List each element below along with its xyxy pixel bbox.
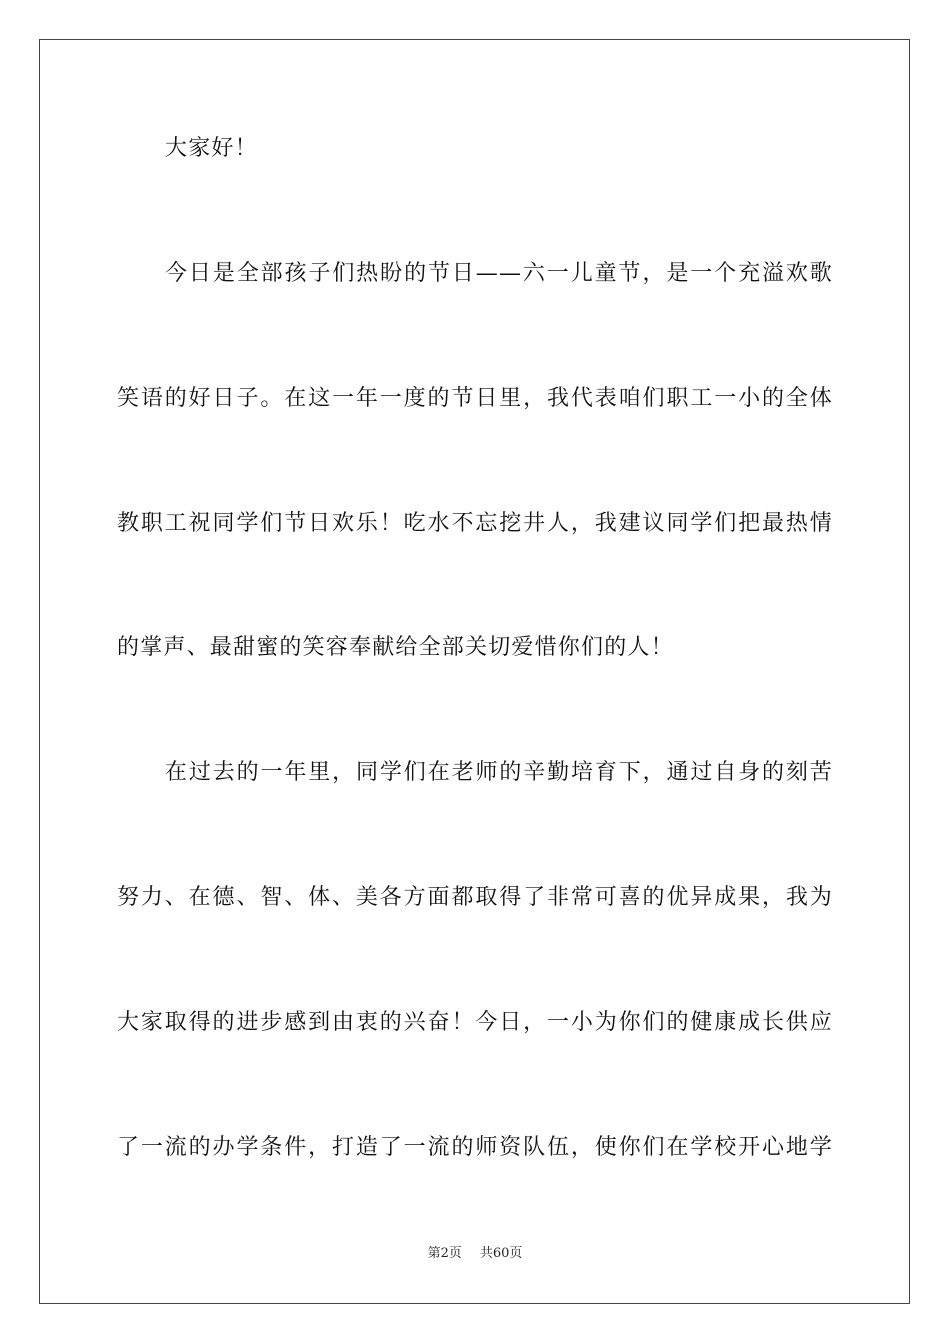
page-border <box>39 39 910 1304</box>
greeting-line: 大家好！ <box>165 136 258 161</box>
page-footer <box>0 1245 950 1263</box>
paragraph-2-line-1: 在过去的一年里，同学们在老师的辛勤培育下，通过自身的刻苦 <box>165 760 833 785</box>
page-total: 共60页 <box>479 1246 523 1261</box>
paragraph-2-line-4: 了一流的办学条件，打造了一流的师资队伍，使你们在学校开心地学 <box>117 1135 833 1160</box>
paragraph-2-line-3: 大家取得的进步感到由衷的兴奋！今日，一小为你们的健康成长供应 <box>117 1010 833 1035</box>
paragraph-2-line-2: 努力、在德、智、体、美各方面都取得了非常可喜的优异成果，我为 <box>117 885 833 910</box>
paragraph-1-line-3: 教职工祝同学们节日欢乐！吃水不忘挖井人，我建议同学们把最热情 <box>117 511 833 536</box>
paragraph-1-line-4: 的掌声、最甜蜜的笑容奉献给全部关切爱惜你们的人！ <box>117 635 674 660</box>
paragraph-1-line-1: 今日是全部孩子们热盼的节日——六一儿童节，是一个充溢欢歌 <box>165 261 833 286</box>
page-number: 第2页 <box>427 1246 462 1261</box>
paragraph-1-line-2: 笑语的好日子。在这一年一度的节日里，我代表咱们职工一小的全体 <box>117 386 833 411</box>
